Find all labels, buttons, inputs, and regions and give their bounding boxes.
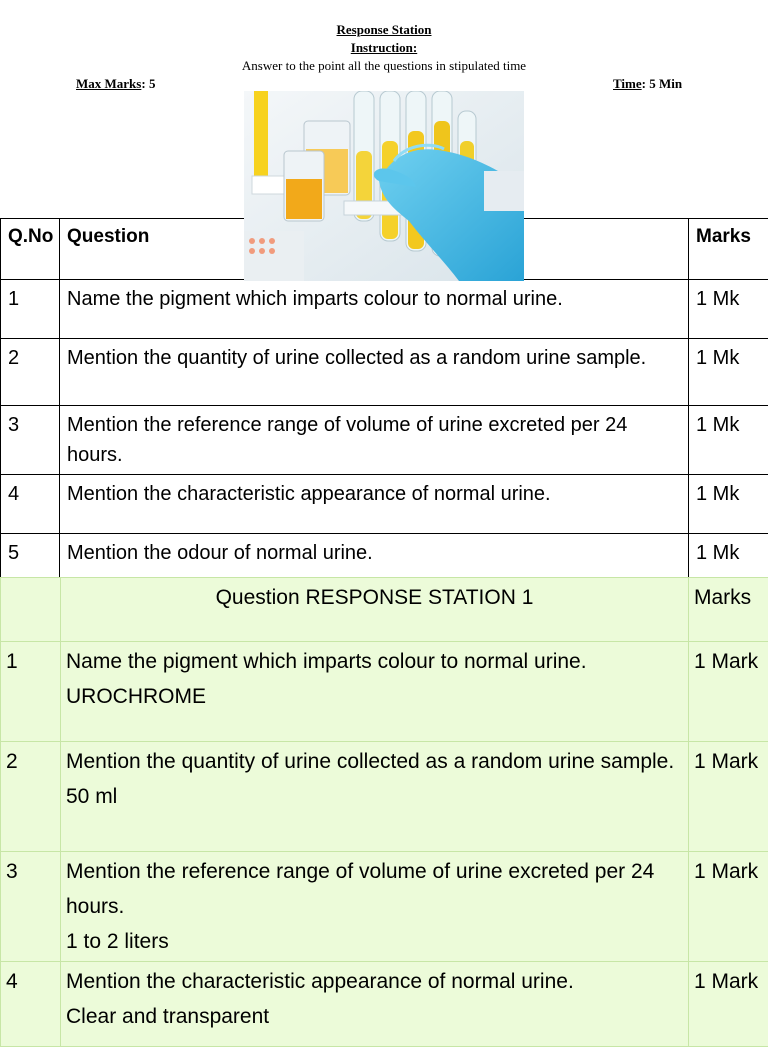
lab-photo [244,91,524,281]
question-marks: 1 Mk [689,406,768,475]
instruction-label: Instruction: [0,40,768,56]
marks-header: Marks [689,219,768,280]
answer-cell [61,642,689,742]
table-row [1,852,768,962]
question-text: Mention the reference range of volume of urine excreted per 24 hours. [60,406,689,475]
question-number: 1 [1,280,60,339]
answer-text: 50 ml [66,779,683,814]
answer-cell [61,742,689,852]
answer-text: Clear and transparent [66,999,683,1034]
answer-cell [61,852,689,962]
question-text: Mention the quantity of urine collected as a random urine sample. [66,744,683,779]
answer-cell [61,962,689,1047]
table-row [1,475,768,534]
table-row [1,742,768,852]
answer-question-header: Question RESPONSE STATION 1 [61,578,689,642]
question-marks: 1 Mk [689,475,768,534]
question-number: 2 [1,339,60,406]
answer-table [0,577,768,1047]
question-text: Name the pigment which imparts colour to normal urine. [60,280,689,339]
time-value: : 5 Min [642,76,682,91]
max-marks [76,76,155,92]
answer-text: 1 to 2 liters [66,924,683,959]
max-marks-value: : 5 [141,76,155,91]
answer-marks: 1 Mark [689,962,768,1047]
test-tubes-glove-image [244,91,524,281]
time-label: Time [613,76,642,91]
time-limit [613,76,682,92]
question-marks: 1 Mk [689,339,768,406]
question-number: 3 [1,406,60,475]
answer-table-header [1,578,768,642]
answer-number: 1 [1,642,61,742]
max-marks-label: Max Marks [76,76,141,91]
answer-marks: 1 Mark [689,852,768,962]
answer-number: 2 [1,742,61,852]
table-row [1,339,768,406]
answer-number: 3 [1,852,61,962]
question-header: Question [60,219,689,280]
question-text: Mention the quantity of urine collected as a random urine sample. [60,339,689,406]
table-row [1,406,768,475]
question-text: Mention the characteristic appearance of normal urine. [60,475,689,534]
table-row [1,280,768,339]
table-row [1,642,768,742]
answer-marks: 1 Mark [689,642,768,742]
answer-marks: 1 Mark [689,742,768,852]
answer-marks-header: Marks [689,578,768,642]
question-text: Mention the characteristic appearance of normal urine. [66,964,683,999]
instruction-text: Answer to the point all the questions in stipulated time [0,58,768,74]
question-text: Mention the odour of normal urine. [60,534,689,583]
table-row [1,962,768,1047]
table-row [1,534,768,583]
question-marks: 1 Mk [689,280,768,339]
answer-qno-header [1,578,61,642]
question-number: 5 [1,534,60,583]
answer-number: 4 [1,962,61,1047]
question-text: Mention the reference range of volume of urine excreted per 24 hours. [66,854,683,924]
question-marks: 1 Mk [689,534,768,583]
question-number: 4 [1,475,60,534]
document-title: Response Station [0,22,768,38]
answer-text: UROCHROME [66,679,683,714]
question-text: Name the pigment which imparts colour to normal urine. [66,644,683,679]
qno-header: Q.No [1,219,60,280]
